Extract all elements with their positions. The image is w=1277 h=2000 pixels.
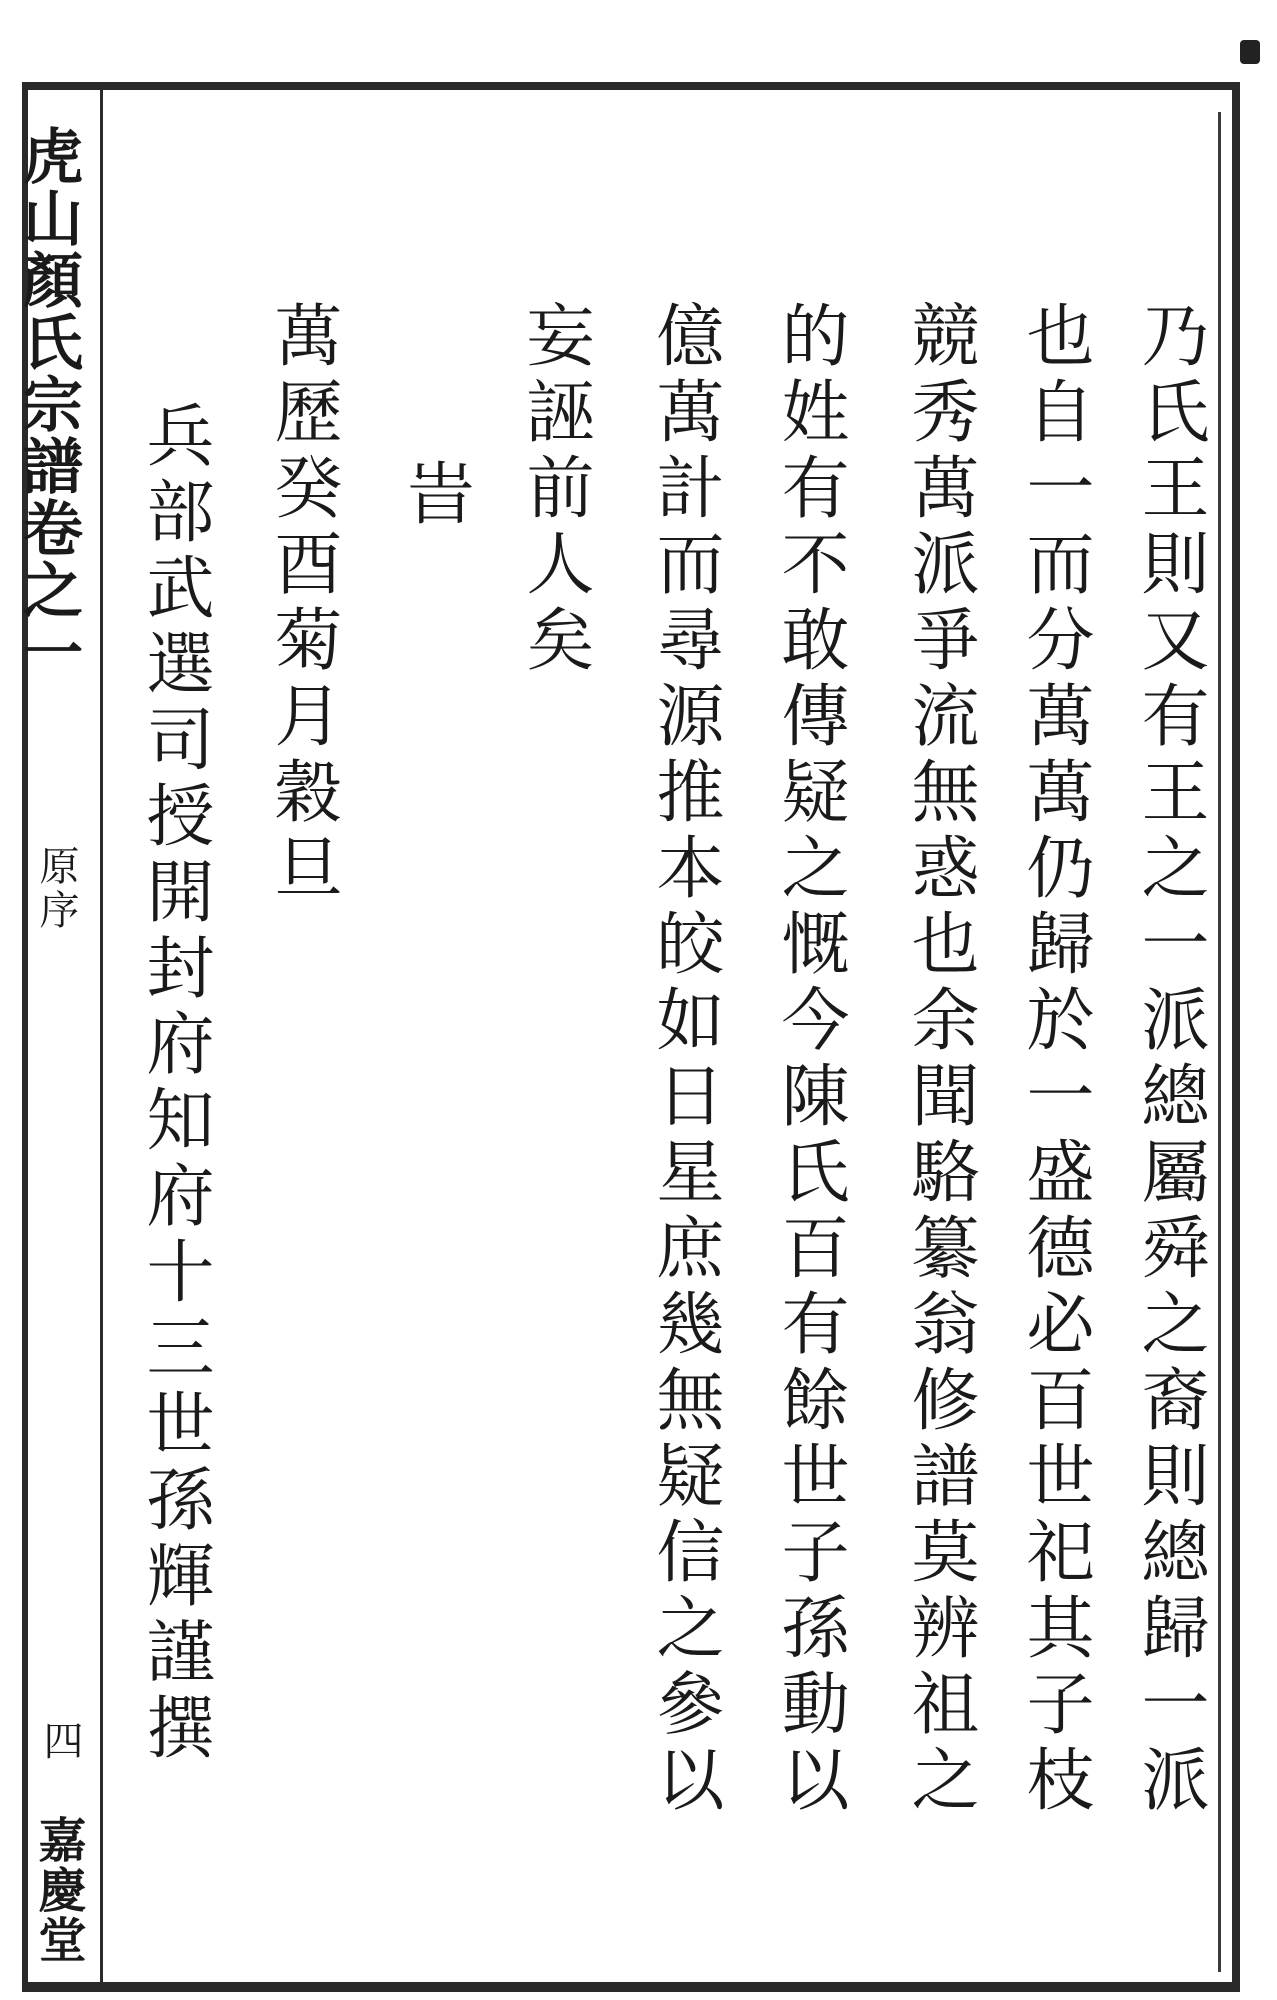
binding-mark [1240, 40, 1260, 64]
margin-book-title [13, 125, 83, 683]
text-column-2: 也自一而分萬萬仍歸於一盛德必百世祀其子枝 [1015, 300, 1094, 1820]
author-line: 兵部武選司授開封府知府十三世孫輝謹撰 [135, 400, 214, 1768]
frame-right-inner-rule [1218, 112, 1221, 1972]
volume-label: 卷之一 [13, 497, 83, 683]
frame-right-border [1232, 82, 1240, 1992]
text-column-5: 億萬計而尋源推本皎如日星庶幾無疑信之參以 [645, 300, 724, 1820]
text-column-4: 的姓有不敢傳疑之慨今陳氏百有餘世子孫動以 [770, 300, 849, 1820]
text-column-6: 妄誣前人矣 [515, 300, 594, 680]
date-line: 萬歷癸酉菊月穀旦 [263, 300, 342, 908]
text-column-1: 乃氏王則又有王之一派總屬舜之裔則總歸一派 [1130, 300, 1209, 1820]
book-title: 虎山顏氏宗譜 [13, 125, 83, 497]
frame-top-border [22, 82, 1237, 90]
margin-divider-rule [100, 90, 103, 1982]
hall-name: 嘉慶堂 [30, 1815, 86, 1965]
margin-section-label: 原序 [33, 845, 79, 933]
page-number: 四 [37, 1720, 83, 1760]
text-column-time-marker: 旹 [395, 458, 474, 534]
text-column-3: 競秀萬派爭流無惑也余聞駱纂翁修譜莫辨祖之 [900, 300, 979, 1820]
frame-bottom-border [22, 1982, 1237, 1992]
